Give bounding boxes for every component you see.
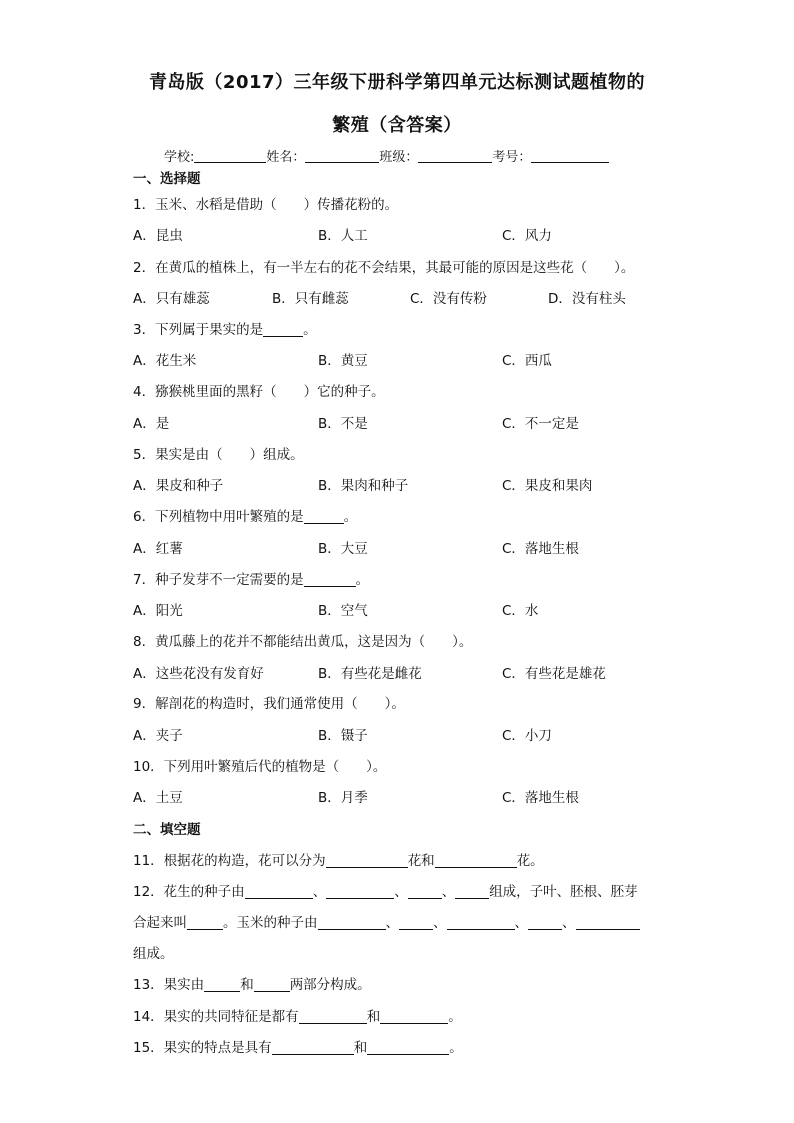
q13-text-2: 和 [240, 977, 254, 993]
q9-option-a: A．夹子 [133, 728, 183, 744]
question-13 [133, 973, 371, 993]
q13-blank-2 [254, 978, 290, 992]
document-title-line2: 繁殖（含答案） [332, 115, 462, 136]
q12-blank-3 [408, 885, 442, 899]
q15-text-3: 。 [449, 1040, 463, 1056]
student-info-line [164, 146, 609, 165]
q5-option-b: B．果肉和种子 [318, 478, 409, 494]
q4-option-a: A．是 [133, 416, 170, 432]
q11-text: 11．根据花的构造，花可以分为 [133, 853, 326, 869]
q11-blank-2 [435, 854, 517, 868]
q12-blank-10 [576, 916, 640, 930]
q7-option-c: C．水 [502, 603, 539, 619]
q12-sep-4: 、 [385, 915, 399, 931]
q12-blank-7 [399, 916, 433, 930]
q12-sep-1: 、 [312, 884, 327, 900]
question-8: 8．黄瓜藤上的花并不都能结出黄瓜，这是因为（ ）。 [133, 634, 473, 650]
q6-option-a: A．红薯 [133, 541, 183, 557]
q10-option-c: C．落地生根 [502, 790, 579, 806]
question-15 [133, 1036, 463, 1056]
q15-blank-1 [272, 1041, 354, 1055]
q8-option-b: B．有些花是雌花 [318, 666, 422, 682]
q12-text: 12．花生的种子由 [133, 884, 245, 900]
question-5: 5．果实是由（ ）组成。 [133, 447, 304, 463]
name-blank [305, 150, 379, 163]
class-blank [418, 150, 492, 163]
q14-blank-2 [380, 1010, 448, 1024]
q3-blank [263, 323, 303, 337]
q12-blank-8 [447, 916, 515, 930]
q14-blank-1 [299, 1010, 367, 1024]
q3-option-c: C．西瓜 [502, 353, 552, 369]
q12-sep-7: 、 [562, 915, 576, 931]
question-10: 10．下列用叶繁殖后代的植物是（ ）。 [133, 759, 387, 775]
q12-blank-6 [318, 916, 386, 930]
q6-blank [304, 510, 344, 524]
q3-option-a: A．花生米 [133, 353, 197, 369]
section-title-fill-in: 二、填空题 [133, 822, 201, 838]
q7-end: 。 [355, 572, 370, 588]
q11-text-2: 花和 [407, 853, 435, 869]
q15-blank-2 [367, 1041, 449, 1055]
q14-text-2: 和 [366, 1009, 381, 1025]
q9-option-c: C．小刀 [502, 728, 552, 744]
q6-option-c: C．落地生根 [502, 541, 579, 557]
school-blank [194, 150, 266, 163]
q12-text-2: 组成，子叶、胚根、胚芽 [489, 884, 638, 900]
question-7 [133, 568, 369, 588]
q12-blank-1 [245, 885, 313, 899]
q8-option-a: A．这些花没有发育好 [133, 666, 264, 682]
q5-option-c: C．果皮和果肉 [502, 478, 593, 494]
exam-no-blank [531, 150, 609, 163]
q12-sep-5: 、 [433, 915, 447, 931]
q3-option-b: B．黄豆 [318, 353, 368, 369]
q12-blank-9 [528, 916, 562, 930]
q12-blank-4 [455, 885, 489, 899]
q1-option-b: B．人工 [318, 228, 368, 244]
q10-option-a: A．土豆 [133, 790, 183, 806]
q6-text: 6．下列植物中用叶繁殖的是 [133, 509, 304, 525]
q12-blank-2 [326, 885, 394, 899]
question-12-line1 [133, 880, 638, 900]
question-12-line2 [133, 911, 640, 931]
q1-option-c: C．风力 [502, 228, 552, 244]
name-label: 姓名： [266, 150, 306, 165]
q14-text: 14．果实的共同特征是都有 [133, 1009, 299, 1025]
question-1: 1．玉米、水稻是借助（ ）传播花粉的。 [133, 197, 399, 213]
q9-option-b: B．镊子 [318, 728, 368, 744]
q6-option-b: B．大豆 [318, 541, 368, 557]
q7-option-b: B．空气 [318, 603, 368, 619]
q2-option-a: A．只有雄蕊 [133, 291, 210, 307]
q12-sep-2: 、 [394, 884, 408, 900]
question-12-line3: 组成。 [133, 946, 174, 962]
q11-blank-1 [326, 854, 408, 868]
q11-text-3: 花。 [516, 853, 544, 869]
q13-text-3: 两部分构成。 [289, 977, 371, 993]
q7-option-a: A．阳光 [133, 603, 183, 619]
q2-option-c: C．没有传粉 [410, 291, 487, 307]
q3-end: 。 [303, 322, 317, 338]
q12-blank-5 [187, 916, 223, 930]
question-3 [133, 318, 317, 338]
q1-option-a: A．昆虫 [133, 228, 183, 244]
document-title-line1: 青岛版（2017）三年级下册科学第四单元达标测试题植物的 [148, 72, 646, 93]
section-title-multiple-choice: 一、选择题 [133, 171, 201, 187]
question-2: 2．在黄瓜的植株上，有一半左右的花不会结果，其最可能的原因是这些花（ ）。 [133, 260, 635, 276]
exam-no-label: 考号： [492, 150, 532, 165]
q10-option-b: B．月季 [318, 790, 368, 806]
q6-end: 。 [343, 509, 358, 525]
q15-text: 15．果实的特点是具有 [133, 1040, 272, 1056]
question-6 [133, 505, 357, 525]
question-11 [133, 849, 544, 869]
q5-option-a: A．果皮和种子 [133, 478, 224, 494]
q12-text-3: 合起来叫 [133, 915, 187, 931]
q14-text-3: 。 [448, 1009, 462, 1025]
q4-option-b: B．不是 [318, 416, 368, 432]
q12-sep-6: 、 [514, 915, 528, 931]
question-4: 4．猕猴桃里面的黑籽（ ）它的种子。 [133, 384, 385, 400]
q2-option-b: B．只有雌蕊 [272, 291, 349, 307]
q8-option-c: C．有些花是雄花 [502, 666, 606, 682]
q12-sep-3: 、 [441, 884, 456, 900]
q4-option-c: C．不一定是 [502, 416, 579, 432]
q13-blank-1 [204, 978, 240, 992]
q3-text: 3．下列属于果实的是 [133, 322, 264, 338]
class-label: 班级： [379, 150, 419, 165]
question-14 [133, 1005, 462, 1025]
q12-text-4: 。玉米的种子由 [223, 915, 318, 931]
school-label: 学校: [164, 150, 195, 165]
q7-blank [304, 573, 356, 587]
q2-option-d: D．没有柱头 [548, 291, 626, 307]
q13-text: 13．果实由 [133, 977, 205, 993]
question-9: 9．解剖花的构造时，我们通常使用（ ）。 [133, 696, 405, 712]
q7-text: 7．种子发芽不一定需要的是 [133, 572, 304, 588]
q15-text-2: 和 [353, 1040, 368, 1056]
